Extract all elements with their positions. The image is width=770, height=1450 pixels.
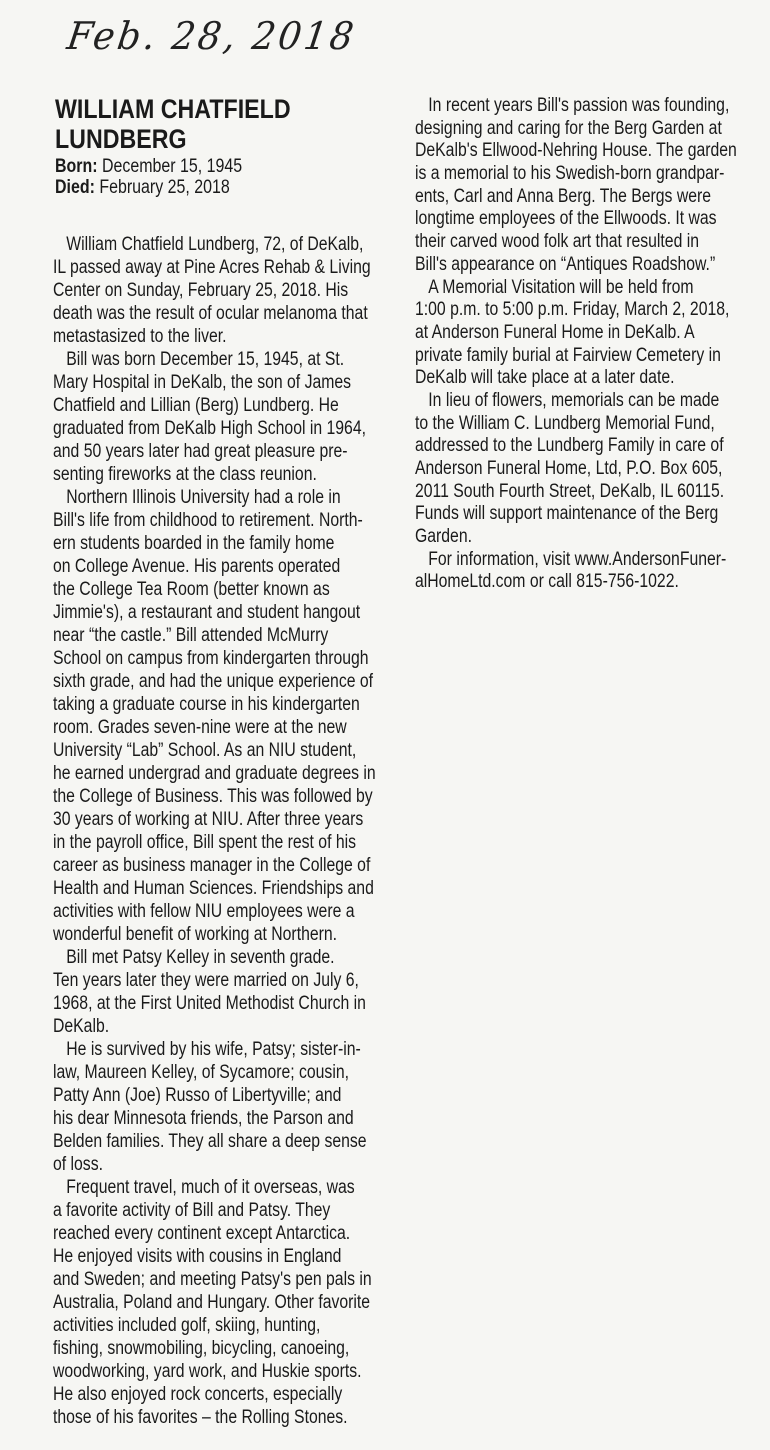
text-line: Anderson Funeral Home, Ltd, P.O. Box 605, — [415, 458, 723, 479]
text-line: ern students boarded in the family home — [53, 533, 335, 554]
text-line: is a memorial to his Swedish-born grandpar- — [415, 163, 725, 185]
text-line: the College of Business. This was followed by — [53, 786, 373, 807]
text-line: Frequent travel, much of it overseas, was — [66, 1177, 355, 1198]
text-line: IL passed away at Pine Acres Rehab & Living — [53, 257, 371, 278]
text-line: Garden. — [415, 526, 472, 548]
paragraph — [415, 95, 770, 277]
text-line: DeKalb will take place at a later date. — [415, 367, 675, 389]
text-line: a favorite activity of Bill and Patsy. They — [53, 1200, 331, 1221]
text-line: 1:00 p.m. to 5:00 p.m. Friday, March 2, 2018, — [415, 299, 730, 321]
text-line: For information, visit www.AndersonFuner- — [428, 548, 727, 570]
text-line: reached every continent except Antarctica. — [53, 1223, 351, 1244]
text-line: Northern Illinois University had a role in — [66, 487, 341, 508]
text-line: activities included golf, skiing, hunting, — [53, 1315, 321, 1336]
text-line: Mary Hospital in DeKalb, the son of James — [53, 372, 352, 393]
text-line: senting fireworks at the class reunion. — [53, 464, 317, 485]
text-line: DeKalb. — [53, 1016, 110, 1037]
text-line: designing and caring for the Berg Garden at — [415, 117, 722, 139]
text-line: death was the result of ocular melanoma that — [53, 303, 368, 324]
text-line: sixth grade, and had the unique experience of — [53, 671, 374, 692]
text-line: metastasized to the liver. — [53, 326, 227, 347]
text-line: School on campus from kindergarten through — [53, 648, 369, 669]
text-line: In recent years Bill's passion was founding, — [428, 95, 730, 116]
born-value: December 15, 1945 — [97, 156, 243, 177]
born-label: Born: — [55, 156, 98, 177]
text-line: private family burial at Fairview Cemetery in — [415, 344, 721, 366]
text-line: 1968, at the First United Methodist Church in — [53, 993, 366, 1014]
text-line: longtime employees of the Ellwoods. It was — [415, 208, 717, 230]
paragraph — [53, 348, 442, 486]
right-column — [415, 95, 770, 594]
name-line-2: LUNDBERG — [55, 124, 187, 154]
text-line: their carved wood folk art that resulted in — [415, 231, 700, 253]
text-line: He is survived by his wife, Patsy; sister-in- — [66, 1039, 361, 1060]
text-line: Health and Human Sciences. Friendships and — [53, 878, 374, 899]
text-line: DeKalb's Ellwood-Nehring House. The garden — [415, 140, 737, 162]
obituary-title — [55, 94, 291, 154]
text-line: and 50 years later had great pleasure pre- — [53, 441, 348, 462]
paragraph — [53, 1038, 442, 1176]
text-line: Jimmie's), a restaurant and student hangout — [53, 602, 361, 623]
text-line: to the William C. Lundberg Memorial Fund, — [415, 412, 715, 434]
text-line: graduated from DeKalb High School in 1964, — [53, 418, 366, 439]
text-line: room. Grades seven-nine were at the new — [53, 717, 347, 738]
text-line: A Memorial Visitation will be held from — [428, 276, 694, 298]
text-line: Australia, Poland and Hungary. Other favorite — [53, 1292, 371, 1313]
paragraph — [53, 233, 442, 348]
text-line: Chatfield and Lillian (Berg) Lundberg. He — [53, 395, 339, 416]
text-line: near “the castle.” Bill attended McMurry — [53, 625, 329, 646]
paragraph — [415, 277, 770, 390]
text-line: He also enjoyed rock concerts, especially — [53, 1384, 343, 1405]
text-line: law, Maureen Kelley, of Sycamore; cousin, — [53, 1062, 349, 1083]
paragraph — [415, 549, 770, 594]
text-line: In lieu of flowers, memorials can be made — [428, 389, 720, 411]
text-line: taking a graduate course in his kindergarten — [53, 694, 360, 715]
text-line: woodworking, yard work, and Huskie sports. — [53, 1361, 362, 1382]
text-line: activities with fellow NIU employees were a — [53, 901, 355, 922]
text-line: he earned undergrad and graduate degrees in — [53, 763, 376, 784]
text-line: in the payroll office, Bill spent the rest of his — [53, 832, 357, 853]
handwritten-date: Feb. 28, 2018 — [64, 14, 359, 58]
died-label: Died: — [55, 177, 95, 198]
text-line: 30 years of working at NIU. After three years — [53, 809, 364, 830]
text-line: fishing, snowmobiling, bicycling, canoeing, — [53, 1338, 350, 1359]
text-line: Bill's appearance on “Antiques Roadshow.” — [415, 253, 716, 275]
text-line: Patty Ann (Joe) Russo of Libertyville; and — [53, 1085, 342, 1106]
text-line: the College Tea Room (better known as — [53, 579, 330, 600]
text-line: at Anderson Funeral Home in DeKalb. A — [415, 321, 695, 343]
text-line: Ten years later they were married on July 6, — [53, 970, 359, 991]
text-line: Bill was born December 15, 1945, at St. — [66, 349, 345, 370]
paragraph — [53, 946, 442, 1038]
text-line: addressed to the Lundberg Family in care of — [415, 435, 724, 457]
text-line: career as business manager in the College of — [53, 855, 371, 876]
text-line: of loss. — [53, 1154, 103, 1175]
text-line: Bill met Patsy Kelley in seventh grade. — [66, 947, 335, 968]
paragraph — [53, 486, 442, 946]
text-line: 2011 South Fourth Street, DeKalb, IL 60115. — [415, 480, 725, 502]
text-line: wonderful benefit of working at Northern. — [53, 924, 338, 945]
left-column — [53, 233, 442, 1429]
text-line: Funds will support maintenance of the Berg — [415, 503, 719, 525]
text-line: alHomeLtd.com or call 815-756-1022. — [415, 571, 679, 593]
text-line: on College Avenue. His parents operated — [53, 556, 341, 577]
text-line: those of his favorites – the Rolling Stones. — [53, 1407, 348, 1428]
text-line: University “Lab” School. As an NIU student, — [53, 740, 357, 761]
text-line: and Sweden; and meeting Patsy's pen pals in — [53, 1269, 372, 1290]
text-line: He enjoyed visits with cousins in England — [53, 1246, 342, 1267]
paragraph — [415, 390, 770, 549]
name-line-1: WILLIAM CHATFIELD — [55, 94, 291, 124]
born-date — [55, 156, 242, 177]
text-line: Center on Sunday, February 25, 2018. His — [53, 280, 349, 301]
paragraph — [53, 1176, 442, 1429]
died-value: February 25, 2018 — [94, 177, 230, 198]
text-line: ents, Carl and Anna Berg. The Bergs were — [415, 185, 712, 207]
text-line: his dear Minnesota friends, the Parson and — [53, 1108, 354, 1129]
life-dates — [55, 156, 242, 198]
text-line: Bill's life from childhood to retirement. North- — [53, 510, 363, 531]
text-line: Belden families. They all share a deep sense — [53, 1131, 367, 1152]
text-line: William Chatfield Lundberg, 72, of DeKalb, — [66, 234, 364, 255]
died-date — [55, 177, 242, 198]
